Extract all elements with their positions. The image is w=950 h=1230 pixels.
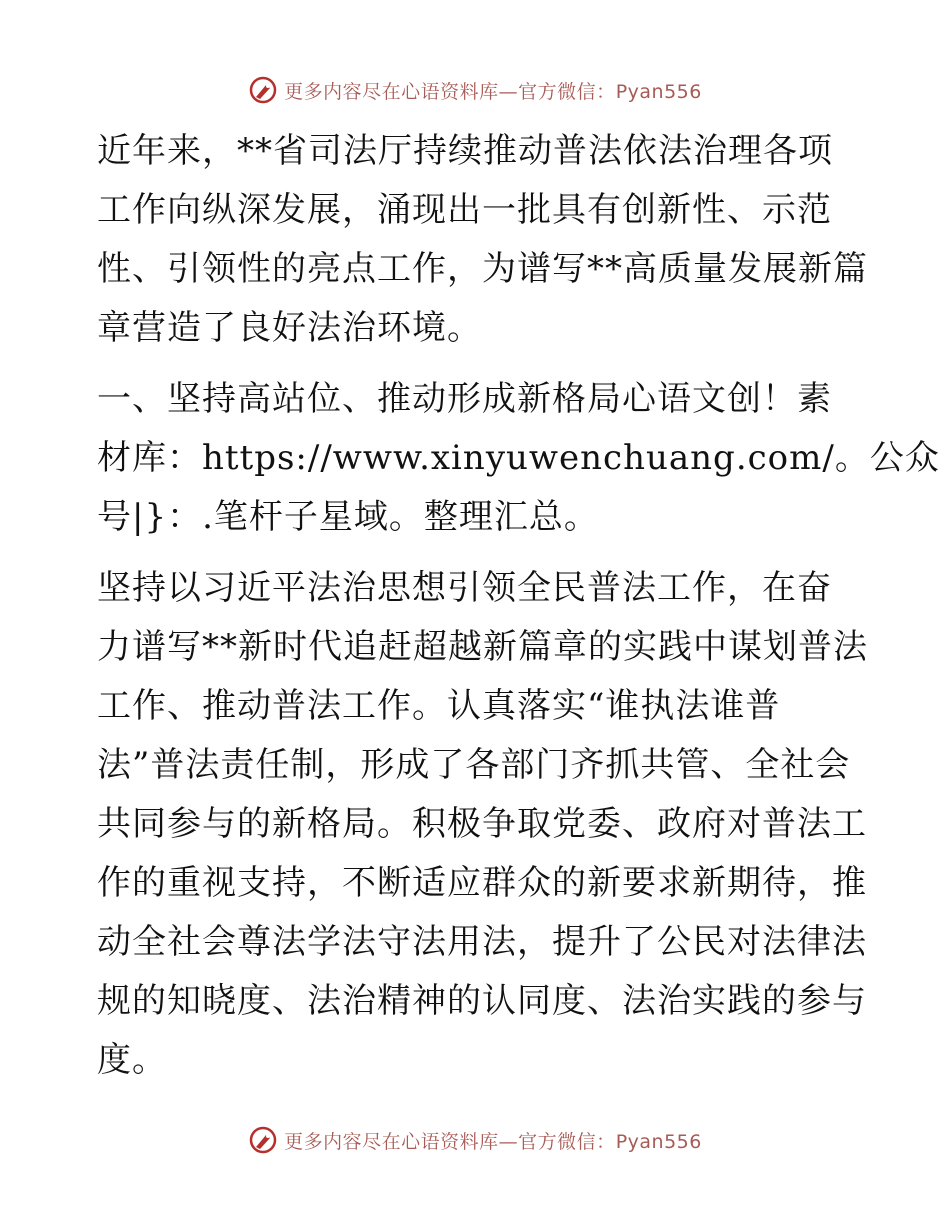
pen-nib-logo-icon xyxy=(248,75,278,105)
text-line: 号|}：.笔杆子星域。整理汇总。 xyxy=(97,497,599,537)
text-line: 共同参与的新格局。积极争取党委、政府对普法工 xyxy=(97,804,867,844)
text-line: 工作向纵深发展，涌现出一批具有创新性、示范 xyxy=(97,190,832,230)
footer-wechat-id: Pyan556 xyxy=(615,1130,702,1153)
header-wechat-id: Pyan556 xyxy=(615,80,702,103)
text-line: 近年来，**省司法厅持续推动普法依法治理各项 xyxy=(97,131,833,171)
text-line: 坚持以习近平法治思想引领全民普法工作，在奋 xyxy=(97,568,832,608)
text-line: 力谱写**新时代追赶超越新篇章的实践中谋划普法 xyxy=(97,627,868,667)
text-line: 章营造了良好法治环境。 xyxy=(97,308,482,348)
header-dash: — xyxy=(498,80,519,103)
paragraph-intro xyxy=(97,122,868,358)
footer-banner xyxy=(0,1120,950,1160)
text-line: 性、引领性的亮点工作，为谱写**高质量发展新篇 xyxy=(97,249,868,289)
pen-nib-logo-icon xyxy=(248,1125,278,1155)
text-line: 作的重视支持，不断适应群众的新要求新期待，推 xyxy=(97,863,867,903)
text-line: 动全社会尊法学法守法用法，提升了公民对法律法 xyxy=(97,922,867,962)
footer-dash: — xyxy=(498,1130,519,1153)
footer-wechat-label: 官方微信： xyxy=(518,1130,616,1153)
text-line: 度。 xyxy=(97,1040,167,1080)
text-line: 工作、推动普法工作。认真落实“谁执法谁普 xyxy=(97,686,781,726)
header-site-text: 更多内容尽在心语资料库 xyxy=(284,80,499,103)
footer-site-text: 更多内容尽在心语资料库 xyxy=(284,1130,499,1153)
header-banner xyxy=(0,70,950,110)
text-line: 规的知晓度、法治精神的认同度、法治实践的参与 xyxy=(97,981,867,1021)
text-line: 一、坚持高站位、推动形成新格局心语文创！素 xyxy=(97,379,832,419)
document-body xyxy=(97,122,940,1102)
footer-banner-text xyxy=(284,1127,702,1154)
header-banner-text xyxy=(284,77,702,104)
text-line: 材库：https://www.xinyuwenchuang.com/。公众 xyxy=(97,438,940,478)
paragraph-section-heading xyxy=(97,370,940,547)
text-line: 法”普法责任制，形成了各部门齐抓共管、全社会 xyxy=(97,745,851,785)
paragraph-body xyxy=(97,559,868,1090)
header-wechat-label: 官方微信： xyxy=(518,80,616,103)
